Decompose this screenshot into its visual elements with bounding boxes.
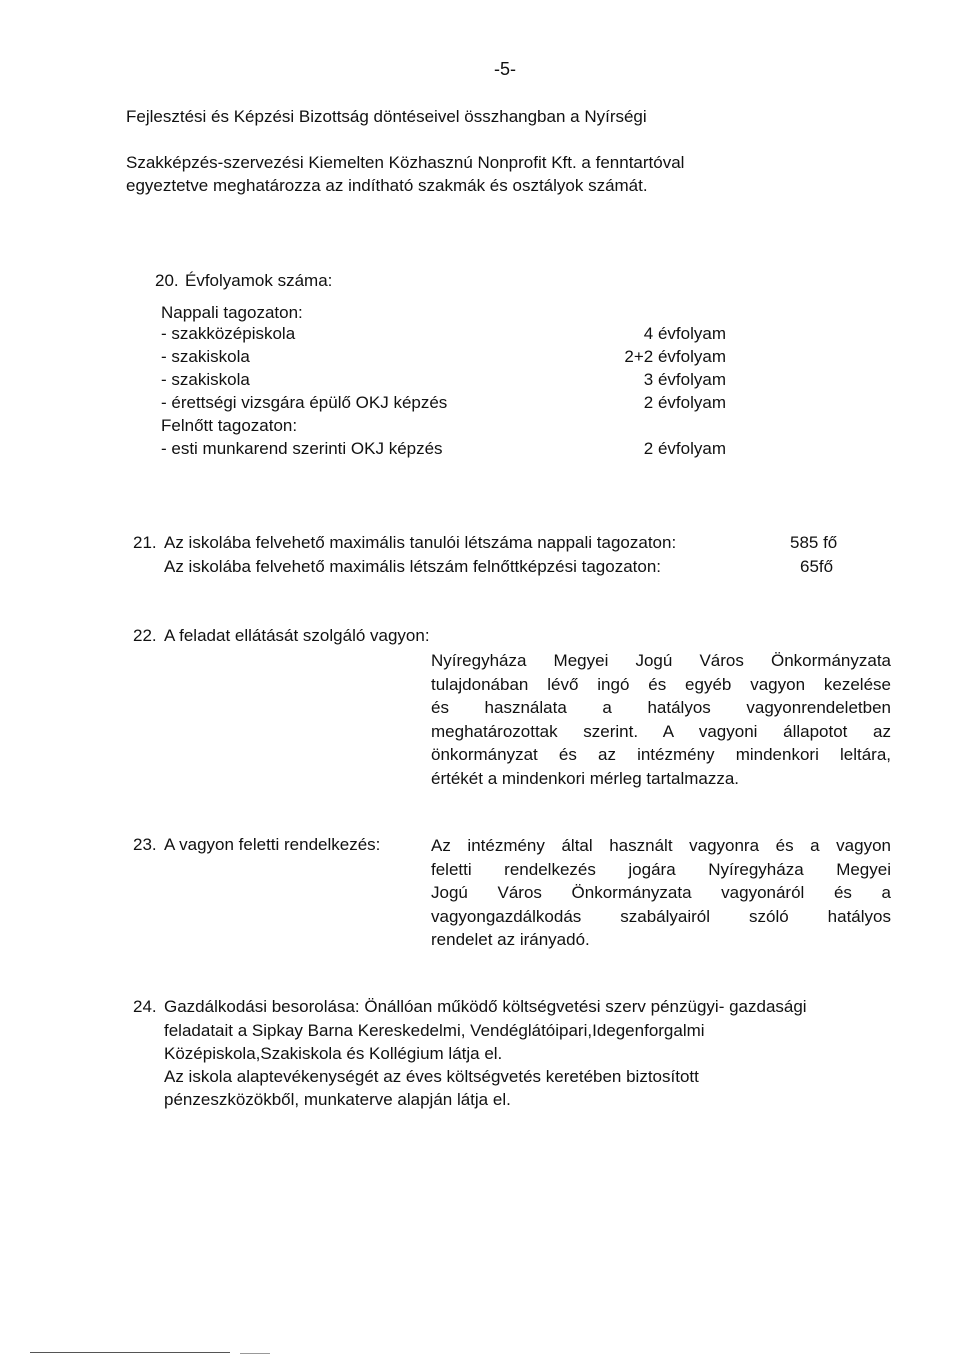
intro-line-3: egyeztetve meghatározza az indítható szakmák és osztályok számát. <box>126 176 648 195</box>
max-students-adult-value: 65fő <box>800 557 834 576</box>
intro-line-1: Fejlesztési és Képzési Bizottság döntéseivel összhangban a Nyírségi <box>126 107 647 126</box>
section-23-text <box>431 834 891 952</box>
grade-row-name: - szakiskola <box>161 370 250 389</box>
text-line: Az intézmény által használt vagyonra és a vagyon <box>431 836 891 855</box>
section-22-text <box>431 649 891 790</box>
text-line: vagyongazdálkodás szabályairól szóló hatályos <box>431 906 891 926</box>
section-24-line: Gazdálkodási besorolása: Önállóan működő költségvetési szerv pénzügyi- gazdasági <box>164 997 807 1016</box>
max-students-day: Az iskolába felvehető maximális tanulói létszáma nappali tagozaton: <box>164 533 677 552</box>
max-students-adult: Az iskolába felvehető maximális létszám felnőttképzési tagozaton: <box>164 557 662 576</box>
grade-row-name: - érettségi vizsgára épülő OKJ képzés <box>161 393 448 412</box>
text-line: meghatározottak szerint. A vagyoni állapotot az <box>431 721 891 741</box>
text-line: tulajdonában lévő ingó és egyéb vagyon kezelése <box>431 674 891 694</box>
scan-artifact-line <box>30 1352 230 1353</box>
intro-line-2: Szakképzés-szervezési Kiemelten Közhasznú Nonprofit Kft. a fenntartóval <box>126 153 685 172</box>
section-24-line: Középiskola,Szakiskola és Kollégium látja el. <box>164 1044 503 1063</box>
grade-row-value: 2 évfolyam <box>643 439 726 458</box>
grade-row-value: 2+2 évfolyam <box>624 347 726 366</box>
section-24-line: feladatait a Sipkay Barna Kereskedelmi, Vendéglátóipari,Idegenforgalmi <box>164 1021 705 1040</box>
grade-row-name: - szakközépiskola <box>161 324 296 343</box>
section-23-label: A vagyon feletti rendelkezés: <box>164 835 381 854</box>
grade-row-name: - esti munkarend szerinti OKJ képzés <box>161 439 443 458</box>
section-24-line: Az iskola alaptevékenységét az éves költségvetés keretében biztosított <box>164 1067 699 1086</box>
day-department-label: Nappali tagozaton: <box>161 303 303 322</box>
text-line: Jogú Város Önkormányzata vagyonáról és a <box>431 883 891 902</box>
text-line: és használata a hatályos vagyonrendeletben <box>431 698 891 717</box>
section-22-number: 22. <box>133 626 157 645</box>
text-line: önkormányzat és az intézmény mindenkori leltára, <box>431 745 891 764</box>
section-20-number: 20. <box>155 271 179 290</box>
text-line: Nyíregyháza Megyei Jogú Város Önkormányzata <box>431 651 891 670</box>
grade-row-value: 3 évfolyam <box>643 370 726 389</box>
section-22-label: A feladat ellátását szolgáló vagyon: <box>164 626 430 645</box>
text-line: rendelet az irányadó. <box>431 930 590 949</box>
section-24-line: pénzeszközökből, munkaterve alapján látja el. <box>164 1090 511 1109</box>
grade-row-value: 2 évfolyam <box>643 393 726 412</box>
grade-row-value: 4 évfolyam <box>643 324 726 343</box>
grade-row-name: - szakiskola <box>161 347 250 366</box>
text-line: értékét a mindenkori mérleg tartalmazza. <box>431 768 740 788</box>
section-21-number: 21. <box>133 533 157 552</box>
scan-artifact-line <box>240 1353 270 1354</box>
section-23-number: 23. <box>133 835 157 854</box>
max-students-day-value: 585 fő <box>790 533 838 552</box>
adult-department-label: Felnőtt tagozaton: <box>161 416 298 435</box>
section-20-title: Évfolyamok száma: <box>185 271 333 290</box>
section-24-number: 24. <box>133 997 157 1016</box>
text-line: feletti rendelkezés jogára Nyíregyháza Megyei <box>431 859 891 879</box>
page-number: -5- <box>494 59 516 79</box>
